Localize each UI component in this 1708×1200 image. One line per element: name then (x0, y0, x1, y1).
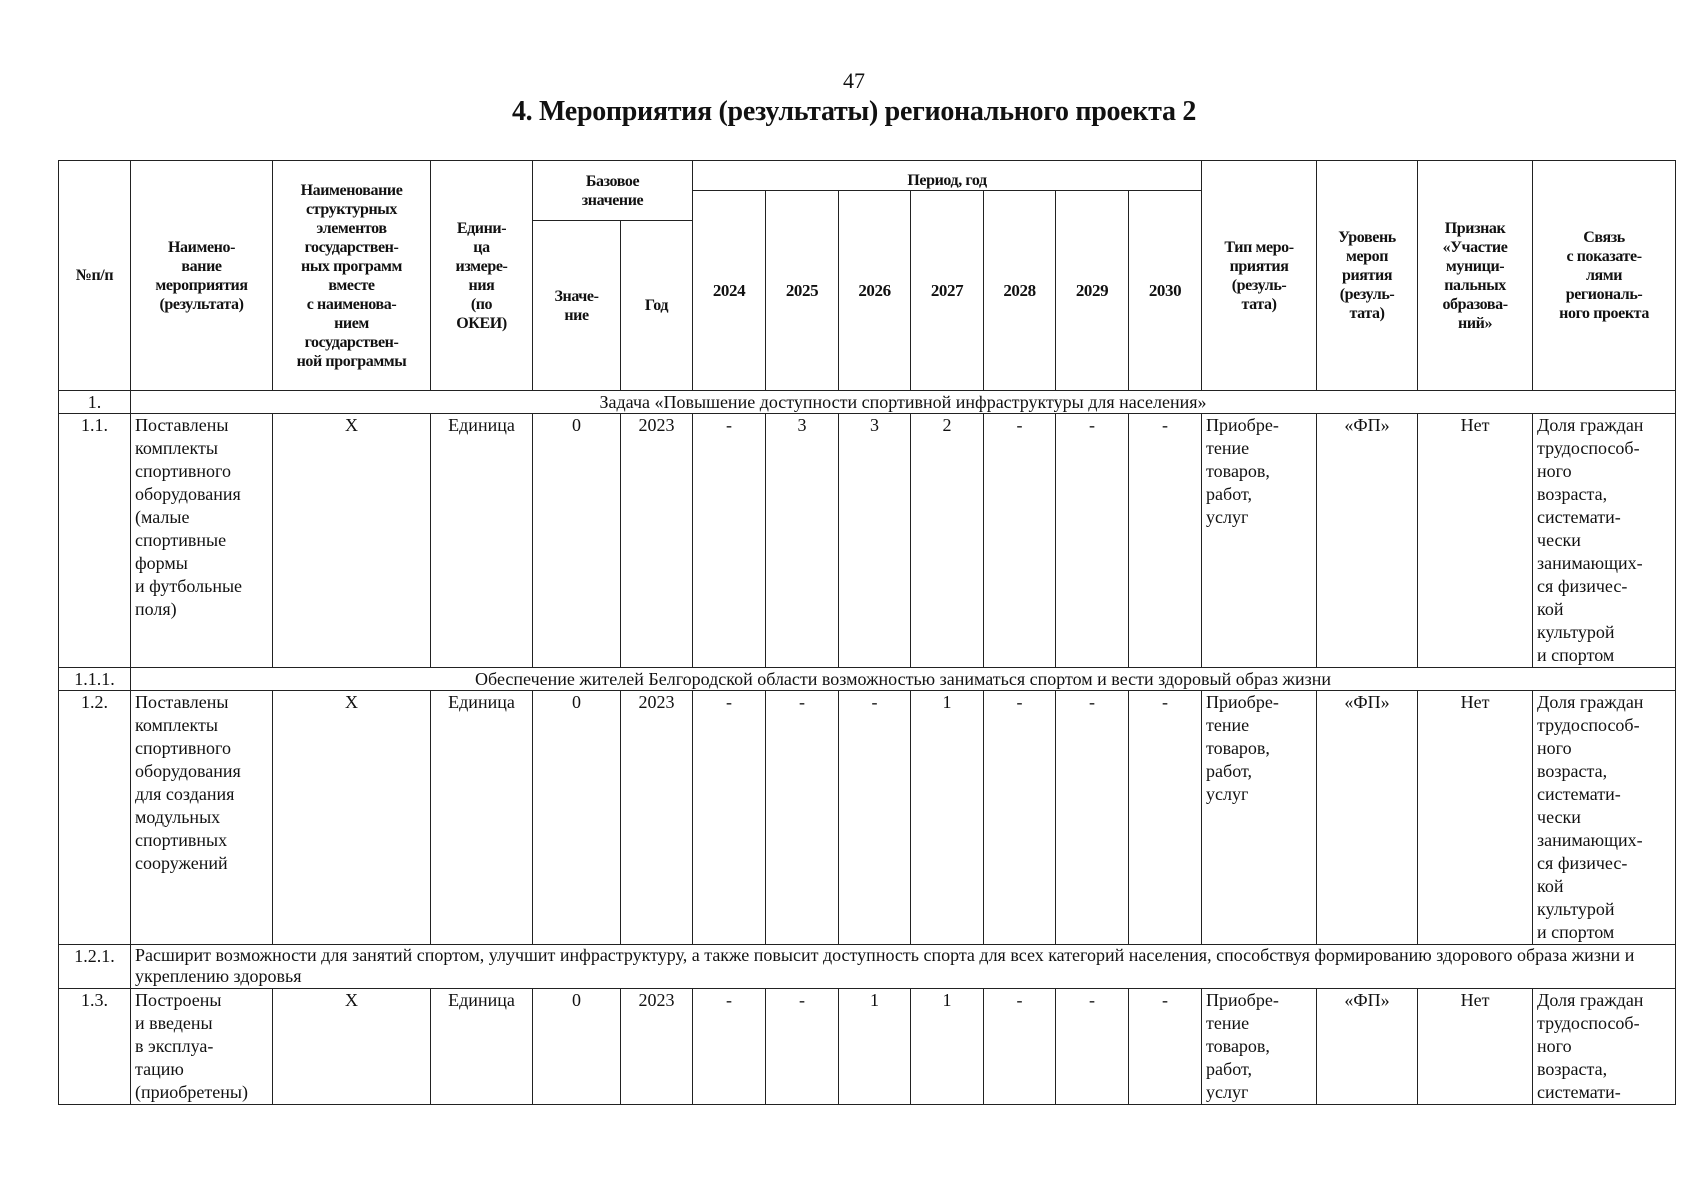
year-value: - (693, 691, 766, 945)
header-unit: Едини- ца измере- ния (по ОКЕИ) (431, 161, 533, 391)
event-type: Приобре- тение товаров, работ, услуг (1202, 989, 1317, 1105)
header-year: 2025 (766, 191, 839, 391)
event-name: Построены и введены в эксплуа- тацию (приобретены) (131, 989, 273, 1105)
row-number: 1.2.1. (59, 945, 131, 989)
event-level: «ФП» (1317, 691, 1418, 945)
indicator-link: Доля граждан трудоспособ- ного возраста, системати- чески занимающих- ся физичес- кой культурой и спортом (1533, 414, 1676, 668)
event-level: «ФП» (1317, 989, 1418, 1105)
header-year: 2027 (911, 191, 984, 391)
year-value: 1 (911, 989, 984, 1105)
event-name: Поставлены комплекты спортивного оборудования для создания модульных спортивных сооружений (131, 691, 273, 945)
indicator-link: Доля граждан трудоспособ- ного возраста, системати- чески занимающих- ся физичес- кой культурой и спортом (1533, 691, 1676, 945)
year-value: 1 (911, 691, 984, 945)
header-struct: Наименование структурных элементов государствен- ных программ вместе с наименова- нием государствен- ной программы (273, 161, 431, 391)
unit-cell: Единица (431, 691, 533, 945)
unit-cell: Единица (431, 414, 533, 668)
year-value: - (1129, 414, 1202, 668)
year-value: - (693, 989, 766, 1105)
events-table (58, 160, 1676, 1105)
page-number: 47 (843, 68, 865, 93)
header-year: 2026 (839, 191, 911, 391)
header-year: 2029 (1056, 191, 1129, 391)
base-value: 0 (533, 989, 621, 1105)
year-value: - (766, 691, 839, 945)
base-year: 2023 (621, 691, 693, 945)
page-title: 4. Мероприятия (результаты) регионального проекта 2 (511, 96, 1197, 127)
base-value: 0 (533, 691, 621, 945)
event-name: Поставлены комплекты спортивного оборудования (малые спортивные формы и футбольные поля) (131, 414, 273, 668)
header-num: №п/п (59, 161, 131, 391)
year-value: - (839, 691, 911, 945)
year-value: - (766, 989, 839, 1105)
header-sign: Признак «Участие муници- пальных образова- ний» (1418, 161, 1533, 391)
header-base: Базовое значение (533, 161, 693, 221)
header-level: Уровень мероп риятия (резуль- тата) (1317, 161, 1418, 391)
year-value: - (984, 691, 1056, 945)
year-value: - (1129, 989, 1202, 1105)
year-value: - (984, 414, 1056, 668)
description-row (59, 945, 1676, 989)
base-year: 2023 (621, 989, 693, 1105)
year-value: - (1129, 691, 1202, 945)
row-number: 1.3. (59, 989, 131, 1105)
municipal-sign: Нет (1418, 414, 1533, 668)
header-name: Наимено- вание мероприятия (результата) (131, 161, 273, 391)
struct-element: X (273, 414, 431, 668)
year-value: - (984, 989, 1056, 1105)
year-value: 1 (839, 989, 911, 1105)
table-row (59, 989, 1676, 1105)
base-value: 0 (533, 414, 621, 668)
header-link: Связь с показате- лями региональ- ного проекта (1533, 161, 1676, 391)
header-base-year: Год (621, 221, 693, 391)
year-value: - (1056, 989, 1129, 1105)
events-table-container (58, 160, 1674, 1105)
year-value: - (693, 414, 766, 668)
event-level: «ФП» (1317, 414, 1418, 668)
base-year: 2023 (621, 414, 693, 668)
header-year: 2030 (1129, 191, 1202, 391)
municipal-sign: Нет (1418, 691, 1533, 945)
description-text: Расширит возможности для занятий спортом, улучшит инфраструктуру, а также повысит доступность спорта для всех категорий населения, способствуя формированию здорового образа жизни и укреплению здоровья (131, 945, 1676, 989)
struct-element: X (273, 989, 431, 1105)
row-number: 1.2. (59, 691, 131, 945)
task-text: Обеспечение жителей Белгородской области возможностью заниматься спортом и вести здоровый образ жизни (131, 668, 1676, 691)
year-value: 3 (766, 414, 839, 668)
year-value: - (1056, 414, 1129, 668)
header-base-value: Значе- ние (533, 221, 621, 391)
header-year: 2028 (984, 191, 1056, 391)
year-value: 3 (839, 414, 911, 668)
municipal-sign: Нет (1418, 989, 1533, 1105)
header-year: 2024 (693, 191, 766, 391)
table-body (59, 391, 1676, 1105)
unit-cell: Единица (431, 989, 533, 1105)
event-type: Приобре- тение товаров, работ, услуг (1202, 414, 1317, 668)
task-text: Задача «Повышение доступности спортивной инфраструктуры для населения» (131, 391, 1676, 414)
row-number: 1. (59, 391, 131, 414)
year-value: 2 (911, 414, 984, 668)
event-type: Приобре- тение товаров, работ, услуг (1202, 691, 1317, 945)
row-number: 1.1. (59, 414, 131, 668)
table-header (59, 161, 1676, 391)
row-number: 1.1.1. (59, 668, 131, 691)
header-period: Период, год (693, 161, 1202, 191)
indicator-link: Доля граждан трудоспособ- ного возраста, системати- (1533, 989, 1676, 1105)
struct-element: X (273, 691, 431, 945)
year-value: - (1056, 691, 1129, 945)
table-row (59, 691, 1676, 945)
header-type: Тип меро- приятия (резуль- тата) (1202, 161, 1317, 391)
task-row (59, 391, 1676, 414)
table-row (59, 414, 1676, 668)
task-row (59, 668, 1676, 691)
